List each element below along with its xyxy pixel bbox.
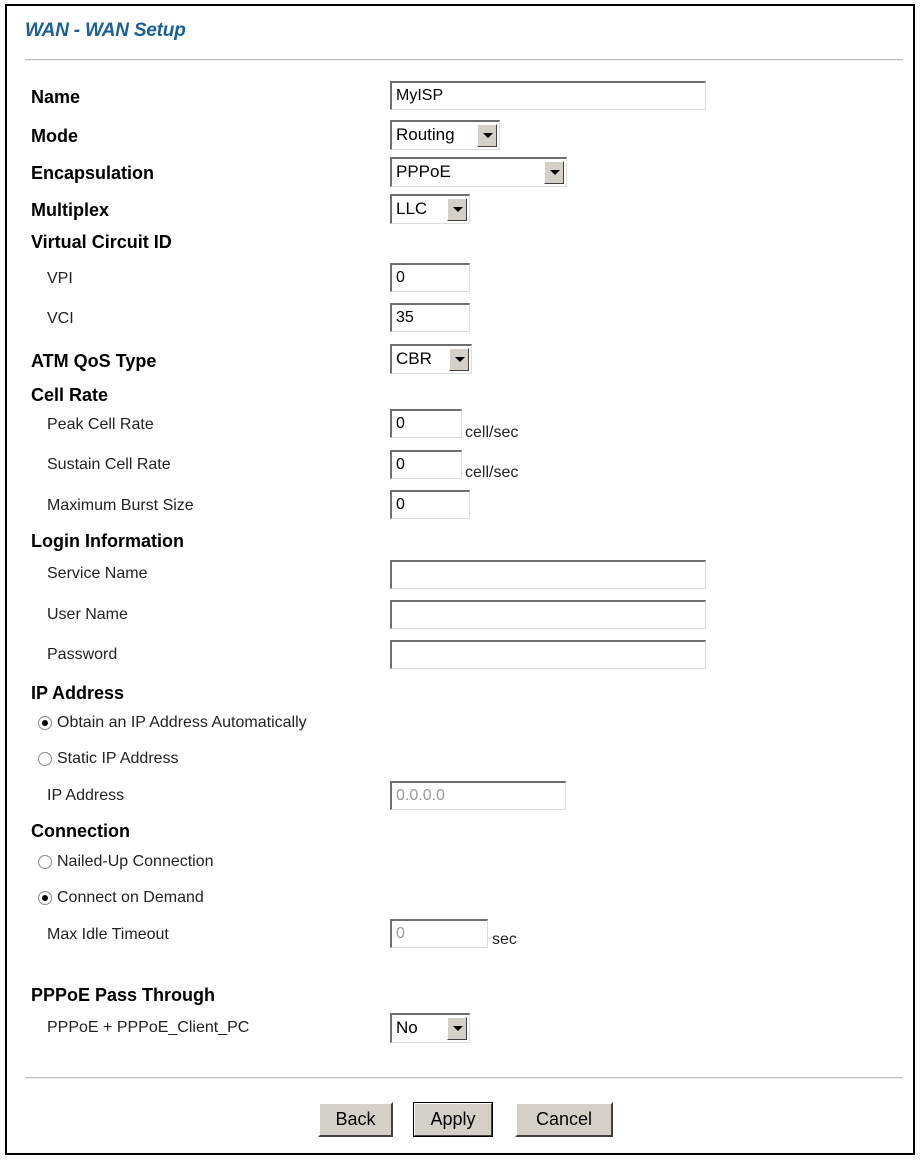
pppoe-pass-heading: PPPoE Pass Through: [31, 985, 216, 1005]
multiplex-label: Multiplex: [31, 200, 110, 220]
chevron-down-icon[interactable]: [447, 198, 467, 221]
peak-cell-rate-label: Peak Cell Rate: [47, 416, 154, 433]
sustain-cell-rate-input[interactable]: [390, 450, 462, 479]
apply-button[interactable]: Apply: [413, 1102, 493, 1137]
max-idle-unit: sec: [492, 931, 517, 948]
chevron-down-icon[interactable]: [449, 348, 469, 371]
multiplex-select[interactable]: [390, 194, 470, 224]
top-divider: [25, 59, 903, 61]
atm-qos-label: ATM QoS Type: [31, 351, 157, 371]
cancel-button[interactable]: Cancel: [515, 1102, 613, 1137]
chevron-down-icon[interactable]: [477, 124, 497, 147]
atm-qos-select-value: CBR: [396, 349, 432, 368]
login-info-heading: Login Information: [31, 531, 184, 551]
sustain-cell-rate-label: Sustain Cell Rate: [47, 456, 171, 473]
nailed-up-radio[interactable]: [38, 855, 52, 869]
mode-label: Mode: [31, 126, 78, 146]
peak-cell-rate-unit: cell/sec: [465, 424, 519, 441]
encapsulation-label: Encapsulation: [31, 163, 155, 183]
password-input[interactable]: [390, 640, 706, 669]
sustain-cell-rate-unit: cell/sec: [465, 464, 519, 481]
page-title: WAN - WAN Setup: [25, 20, 186, 41]
vci-input[interactable]: [390, 303, 470, 332]
name-label: Name: [31, 87, 81, 107]
cell-rate-heading: Cell Rate: [31, 385, 109, 405]
connection-heading: Connection: [31, 821, 130, 841]
pppoe-client-select[interactable]: [390, 1013, 470, 1043]
bottom-divider: [25, 1077, 903, 1079]
max-burst-input[interactable]: [390, 490, 470, 519]
max-burst-label: Maximum Burst Size: [47, 497, 194, 514]
multiplex-select-value: LLC: [396, 199, 428, 218]
name-input[interactable]: [390, 81, 706, 110]
encapsulation-select-value: PPPoE: [396, 162, 451, 181]
ip-auto-radio[interactable]: [38, 716, 52, 730]
ip-address-heading: IP Address: [31, 683, 125, 703]
mode-select[interactable]: [390, 120, 500, 150]
connect-on-demand-radio[interactable]: [38, 891, 52, 905]
static-ip-label: IP Address: [47, 787, 125, 804]
max-idle-input[interactable]: [390, 919, 488, 948]
back-button[interactable]: Back: [318, 1102, 393, 1137]
atm-qos-select[interactable]: [390, 344, 472, 374]
max-idle-label: Max Idle Timeout: [47, 926, 169, 943]
mode-select-value: Routing: [396, 125, 455, 144]
peak-cell-rate-input[interactable]: [390, 409, 462, 438]
vpi-input[interactable]: [390, 263, 470, 292]
service-name-label: Service Name: [47, 565, 148, 582]
user-name-label: User Name: [47, 606, 128, 623]
chevron-down-icon[interactable]: [447, 1017, 467, 1040]
ip-static-radio[interactable]: [38, 752, 52, 766]
ip-auto-label[interactable]: Obtain an IP Address Automatically: [57, 714, 307, 731]
static-ip-input[interactable]: [390, 781, 566, 810]
service-name-input[interactable]: [390, 560, 706, 589]
ip-static-label[interactable]: Static IP Address: [57, 750, 179, 767]
chevron-down-icon[interactable]: [544, 161, 564, 184]
pppoe-client-label: PPPoE + PPPoE_Client_PC: [47, 1019, 250, 1036]
pppoe-client-select-value: No: [396, 1018, 418, 1037]
nailed-up-label[interactable]: Nailed-Up Connection: [57, 853, 214, 870]
password-label: Password: [47, 646, 118, 663]
vpi-label: VPI: [47, 270, 73, 287]
vci-label: VCI: [47, 310, 74, 327]
connect-on-demand-label[interactable]: Connect on Demand: [57, 889, 204, 906]
encapsulation-select[interactable]: [390, 157, 567, 187]
user-name-input[interactable]: [390, 600, 706, 629]
virtual-circuit-heading: Virtual Circuit ID: [31, 232, 172, 252]
